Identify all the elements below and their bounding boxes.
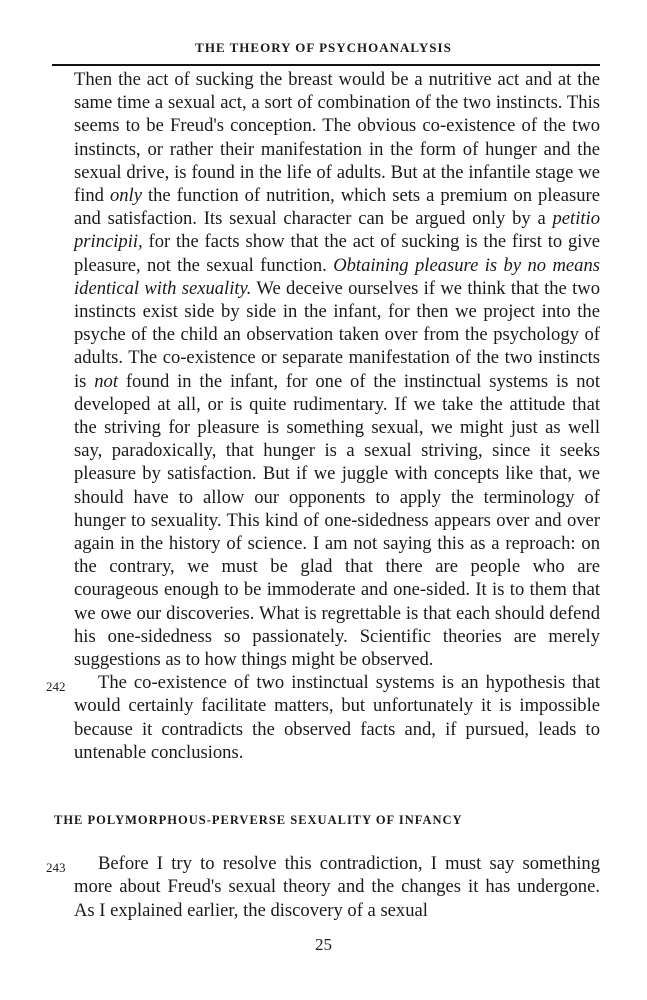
page-body bbox=[46, 68, 600, 922]
header-rule bbox=[52, 64, 600, 66]
paragraph-text: The co-existence of two instinctual systems is an hypothesis that would certainly facilitate matters, but unfortunately it is impossible because it contradicts the observed facts and, if pursued, leads to untenable conclusions. bbox=[74, 672, 600, 763]
paragraph-text: We deceive ourselves if we think that the two instincts exist side by side in the infant, for then we project into the psyche of the child an observation taken over from the psychology of adults. The co-existence or separate manifestation of the two instincts is bbox=[74, 277, 600, 392]
emphasis-text: not bbox=[94, 370, 119, 392]
paragraph-text: Before I try to resolve this contradiction, I must say something more about Freud's sexual theory and the changes it has undergone. As I explained earlier, the discovery of a sexual bbox=[74, 853, 600, 921]
paragraph-text: for the facts show that the act of sucking is the first to give pleasure, not the sexual function. bbox=[74, 231, 600, 276]
section-heading: THE POLYMORPHOUS-PERVERSE SEXUALITY OF INFANCY bbox=[54, 813, 463, 828]
paragraph-text: found in the infant, for one of the instinctual systems is not developed at all, or is quite rudimentary. If we take the attitude that the striving for pleasure is something sexual, we might just as well say, paradoxically, that hunger is a sexual striving, since it seeks pleasure by satisfaction. But if we juggle with concepts like that, we should have to allow our opponents to apply the terminology of hunger to sexuality. This kind of one-sidedness appears over and over again in the history of science. I am not saying this as a reproach: on the contrary, we must be glad that there are people who are courageous enough to be immoderate and one-sided. It is to them that we owe our discoveries. What is regrettable is that each should defend his one-sidedness so passionately. Scientific theories are merely suggestions as to how things might be observed. bbox=[74, 370, 600, 671]
paragraph-continued bbox=[74, 68, 600, 671]
paragraph-text: Then the act of sucking the breast would be a nutritive act and at the same time a sexual act, a sort of combination of the two instincts. This seems to be Freud's conception. The obvious co-existence of the two instincts, or rather their manifestation in the form of hunger and the sexual drive, is found in the life of adults. But at the infantile stage we find bbox=[74, 69, 600, 207]
emphasis-text: Obtaining pleasure is by no means identical with sexuality. bbox=[74, 254, 600, 299]
paragraph-text: the function of nutrition, which sets a premium on pleasure and satisfaction. Its sexual character can be argued only by a bbox=[74, 185, 600, 230]
paragraph-242 bbox=[46, 671, 600, 764]
page-number: 25 bbox=[315, 935, 332, 954]
emphasis-text: petitio principii, bbox=[74, 208, 600, 253]
paragraph-number: 243 bbox=[46, 860, 66, 876]
running-head: THE THEORY OF PSYCHOANALYSIS bbox=[195, 40, 452, 55]
paragraph-243 bbox=[46, 852, 600, 922]
paragraph-number: 242 bbox=[46, 679, 66, 695]
emphasis-text: only bbox=[109, 185, 142, 207]
